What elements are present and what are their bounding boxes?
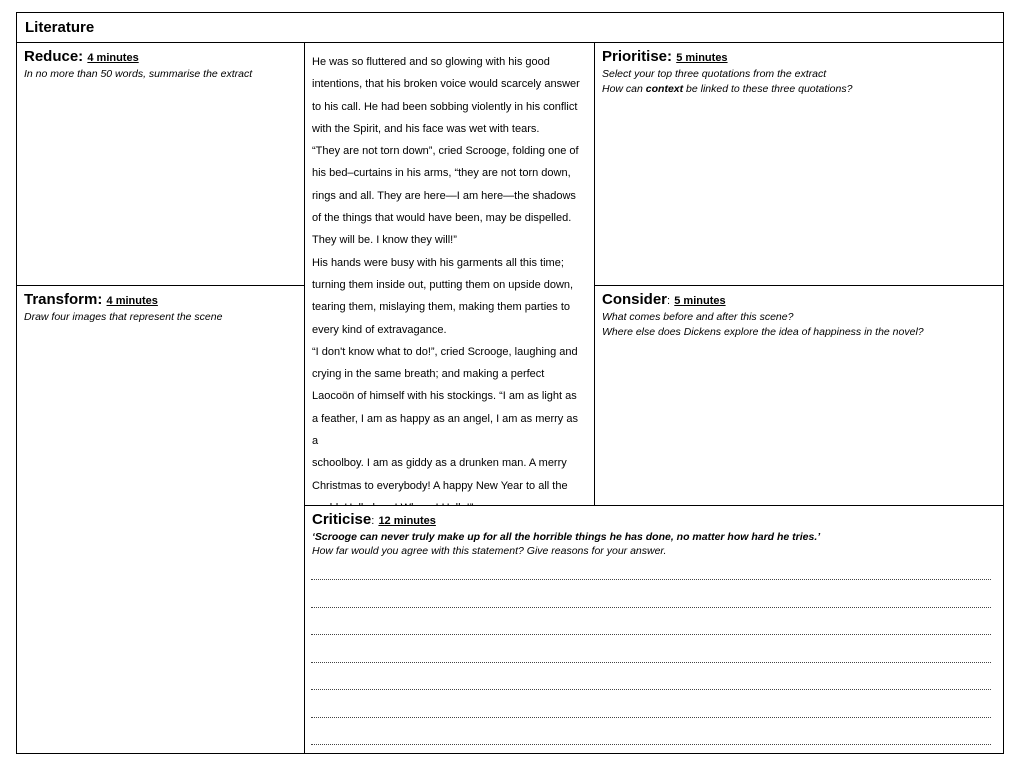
answer-line[interactable] bbox=[311, 717, 991, 718]
criticise-section[interactable] bbox=[304, 505, 1004, 754]
reduce-section[interactable] bbox=[16, 42, 305, 286]
prioritise-heading bbox=[602, 48, 997, 67]
prioritise-section[interactable] bbox=[594, 42, 1004, 286]
extract-line: his bed–curtains in his arms, “they are not torn down, bbox=[312, 167, 571, 180]
prioritise-minutes: 5 minutes bbox=[676, 52, 728, 64]
answer-line[interactable] bbox=[311, 662, 991, 663]
prioritise-line2-post: be linked to these three quotations? bbox=[683, 83, 853, 95]
extract-line: every kind of extravagance. bbox=[312, 323, 447, 336]
prioritise-title: Prioritise: bbox=[602, 48, 673, 65]
reduce-minutes: 4 minutes bbox=[87, 52, 139, 64]
answer-line[interactable] bbox=[311, 744, 991, 745]
answer-line[interactable] bbox=[311, 579, 991, 580]
consider-section[interactable] bbox=[594, 285, 1004, 506]
transform-section[interactable] bbox=[16, 285, 305, 754]
extract-line: crying in the same breath; and making a perfect bbox=[312, 368, 545, 381]
prioritise-context-word: context bbox=[645, 83, 684, 95]
extract-line: schoolboy. I am as giddy as a drunken man. A merry bbox=[312, 457, 567, 470]
prioritise-instruction-2 bbox=[602, 82, 997, 97]
answer-line[interactable] bbox=[311, 634, 991, 635]
consider-minutes: 5 minutes bbox=[674, 295, 726, 307]
answer-line[interactable] bbox=[311, 607, 991, 608]
criticise-question: How far would you agree with this statement? Give reasons for your answer. bbox=[312, 545, 667, 557]
extract-line: Laocoön of himself with his stockings. “I am as light as bbox=[312, 390, 577, 403]
extract-line: turning them inside out, putting them on upside down, bbox=[312, 278, 574, 291]
extract-line: intentions, that his broken voice would scarcely answer bbox=[312, 78, 580, 91]
criticise-minutes: 12 minutes bbox=[378, 515, 436, 527]
consider-instruction-1: What comes before and after this scene? bbox=[602, 311, 794, 323]
extract-line: rings and all. They are here—I am here—the shadows bbox=[312, 189, 576, 202]
transform-instruction: Draw four images that represent the scene bbox=[24, 311, 223, 323]
transform-minutes: 4 minutes bbox=[106, 295, 158, 307]
reduce-instruction: In no more than 50 words, summarise the extract bbox=[24, 68, 253, 80]
extract-line: “They are not torn down”, cried Scrooge, folding one of bbox=[312, 145, 579, 158]
extract-line: a feather, I am as happy as an angel, I am as merry as a bbox=[312, 412, 578, 448]
consider-heading bbox=[602, 291, 997, 310]
page-title: Literature bbox=[25, 19, 95, 36]
prioritise-instruction-1: Select your top three quotations from the extract bbox=[602, 68, 827, 80]
prioritise-line2-pre: How can bbox=[602, 83, 646, 95]
transform-title: Transform: bbox=[24, 291, 103, 308]
criticise-title: Criticise bbox=[312, 511, 372, 528]
criticise-quote: ‘Scrooge can never truly make up for all the horrible things he has done, no matter how hard he tries.’ bbox=[312, 531, 821, 543]
extract-line: of the things that would have been, may be dispelled. bbox=[312, 212, 572, 225]
extract-line: His hands were busy with his garments all this time; bbox=[312, 256, 564, 269]
extract-line: Christmas to everybody! A happy New Year to all the bbox=[312, 479, 568, 492]
extract-text bbox=[312, 51, 586, 519]
extract-section bbox=[304, 42, 595, 506]
extract-line: He was so fluttered and so glowing with his good bbox=[312, 56, 550, 68]
extract-line: to his call. He had been sobbing violently in his conflict bbox=[312, 100, 578, 113]
reduce-title: Reduce: bbox=[24, 48, 84, 65]
extract-line: tearing them, mislaying them, making them parties to bbox=[312, 301, 571, 314]
extract-line: with the Spirit, and his face was wet with tears. bbox=[312, 122, 540, 135]
criticise-heading bbox=[312, 511, 997, 530]
extract-line: “I don't know what to do!”, cried Scrooge, laughing and bbox=[312, 345, 578, 358]
title-row bbox=[16, 12, 1004, 43]
worksheet bbox=[16, 12, 1004, 754]
consider-colon: : bbox=[667, 295, 671, 307]
consider-title: Consider bbox=[602, 291, 668, 308]
criticise-colon: : bbox=[371, 515, 375, 527]
answer-line[interactable] bbox=[311, 689, 991, 690]
consider-instruction-2: Where else does Dickens explore the idea of happiness in the novel? bbox=[602, 326, 924, 338]
reduce-heading bbox=[24, 48, 298, 67]
extract-line: They will be. I know they will!” bbox=[312, 234, 457, 247]
transform-heading bbox=[24, 291, 298, 310]
